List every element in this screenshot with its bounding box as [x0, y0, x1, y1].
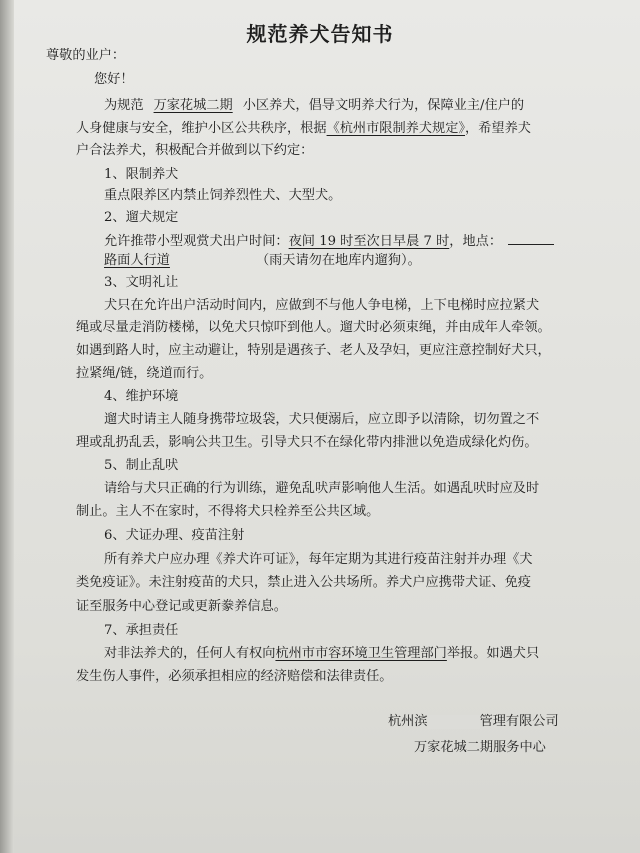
section-7-line-2: 发生伤人事件，必须承担相应的经济赔偿和法律责任。: [76, 669, 393, 684]
report-department: 杭州市市容环境卫生管理部门: [275, 646, 447, 661]
section-4-heading: 4、维护环境: [104, 389, 179, 404]
section-5-line-1: 请给与犬只正确的行为训练，避免乱吠声影响他人生活。如遇乱吠时应及时: [104, 481, 540, 496]
salutation: 尊敬的业户：: [46, 48, 126, 63]
section-6-heading: 6、犬证办理、疫苗注射: [104, 528, 245, 543]
company-name-start: 杭州滨: [388, 714, 428, 729]
section-2-note: （雨天请勿在地库内遛狗）。: [255, 253, 421, 268]
signature-company: [388, 712, 559, 732]
section-2-text: ，地点：: [449, 234, 503, 249]
walking-place-text: 路面人行道: [104, 253, 170, 268]
section-7-heading: 7、承担责任: [104, 623, 179, 638]
section-2-line-2: [76, 251, 421, 271]
redacted-block: [428, 715, 480, 729]
blank-line: [508, 230, 554, 245]
walking-place: [76, 253, 242, 268]
section-1-heading: 1、限制养犬: [104, 167, 179, 182]
section-2-text: 允许推带小型观赏犬出户时间：: [104, 234, 289, 249]
section-6-line-1: 所有养犬户应办理《养犬许可证》，每年定期为其进行疫苗注射并办理《犬: [104, 552, 533, 567]
section-1-text: 重点限养区内禁止饲养烈性犬、大型犬。: [104, 188, 342, 203]
intro-line-3: 户合法养犬，积极配合并做到以下约定：: [76, 143, 314, 158]
section-5-heading: 5、制止乱吠: [104, 458, 179, 473]
section-6-line-3: 证至服务中心登记或更新豢养信息。: [76, 599, 287, 614]
intro-text: 小区养犬，倡导文明养犬行为，保障业主/住户的: [242, 98, 525, 113]
intro-line-2: [76, 119, 531, 139]
document-title: 规范养犬告知书: [246, 22, 394, 46]
section-5-line-2: 制止。主人不在家时，不得将犬只栓养至公共区域。: [76, 504, 380, 519]
walking-time: 夜间 19 时至次日早晨 7 时: [288, 234, 450, 249]
greeting: 您好！: [94, 72, 134, 87]
section-3-line-1: 犬只在允许出户活动时间内，应做到不与他人争电梯，上下电梯时应拉紧犬: [104, 298, 540, 313]
section-2-heading: 2、遛犬规定: [104, 210, 179, 225]
section-4-line-2: 理或乱扔乱丢，影响公共卫生。引导犬只不在绿化带内排泄以免造成绿化灼伤。: [76, 435, 538, 450]
section-3-heading: 3、文明礼让: [104, 275, 179, 290]
regulation-name: 《杭州市限制养犬规定》: [326, 121, 466, 136]
section-3-line-2: 绳或尽量走消防楼梯，以免犬只惊吓到他人。遛犬时必须束绳，并由成年人牵领。: [76, 320, 551, 335]
section-7-text: 对非法养犬的，任何人有权向: [104, 646, 276, 661]
section-6-line-2: 类免疫证》。未注射疫苗的犬只，禁止进入公共场所。养犬户应携带犬证、免疫: [76, 575, 531, 590]
section-4-line-1: 遛犬时请主人随身携带垃圾袋，犬只便溺后，应立即予以清除，切勿置之不: [104, 412, 540, 427]
signature-service-center: 万家花城二期服务中心: [414, 740, 546, 755]
intro-text: 人身健康与安全，维护小区公共秩序，根据: [76, 121, 327, 136]
section-2-line-1: [104, 230, 554, 252]
intro-line-1: [104, 96, 524, 116]
section-7-text: 举报。如遇犬只: [446, 646, 540, 661]
community-name: 万家花城二期: [153, 98, 233, 113]
intro-text: ，希望养犬: [465, 121, 531, 136]
section-3-line-4: 拉紧绳/链，绕道而行。: [76, 366, 213, 381]
section-7-line-1: [104, 644, 539, 664]
intro-text: 为规范: [104, 98, 144, 113]
company-name-end: 管理有限公司: [479, 714, 559, 729]
section-3-line-3: 如遇到路人时，应主动避让，特别是遇孩子、老人及孕妇，更应注意控制好犬只，: [76, 343, 551, 358]
